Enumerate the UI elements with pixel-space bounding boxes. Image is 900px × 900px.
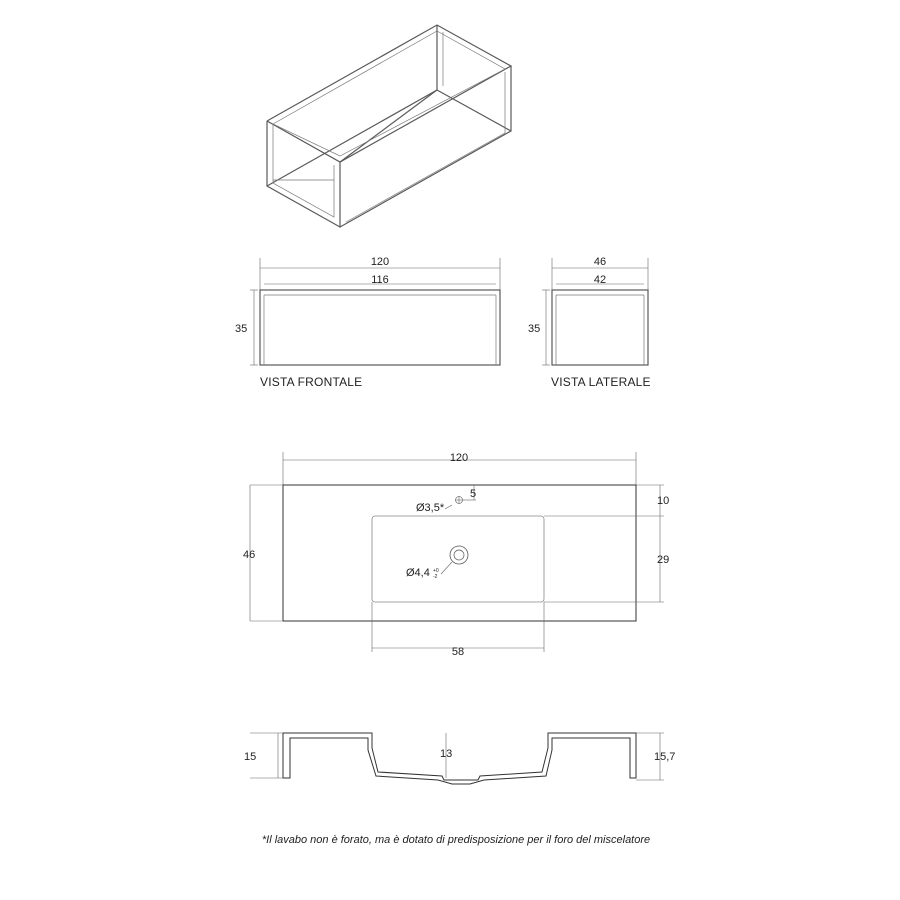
top-width-label: 120: [449, 452, 469, 464]
front-width-label: 120: [370, 256, 390, 268]
section-basin-height-label: 13: [440, 748, 453, 760]
top-depth-label: 46: [243, 549, 256, 561]
side-view-caption: VISTA LATERALE: [551, 375, 651, 389]
front-height-label: 35: [235, 323, 248, 335]
side-view: [528, 256, 651, 389]
side-depth-label: 46: [593, 256, 607, 268]
top-view: [243, 452, 669, 658]
footnote: *Il lavabo non è forato, ma è dotato di predisposizione per il foro del miscelatore: [261, 834, 651, 846]
basin-width-label: 58: [451, 646, 465, 658]
tap-hole-offset-label: 5: [470, 488, 477, 500]
front-view-caption: VISTA FRONTALE: [260, 375, 363, 389]
section-view: [244, 733, 675, 784]
section-overall-height-label: 15,7: [654, 751, 676, 763]
front-inner-width-label: 116: [371, 274, 389, 286]
drain-tolerance-plus: +0: [433, 568, 439, 574]
section-top-thickness-label: 15: [244, 751, 257, 763]
drain-diameter-label: Ø4,4: [406, 567, 430, 579]
side-inner-depth-label: 42: [593, 274, 607, 286]
front-view: [235, 256, 500, 389]
basin-offset-label: 10: [657, 495, 670, 507]
basin-depth-label: 29: [657, 554, 670, 566]
drain-tolerance-minus: -2: [433, 574, 438, 580]
isometric-frame-view: [267, 25, 511, 227]
tap-hole-diameter-label: Ø3,5*: [416, 502, 445, 514]
side-height-label: 35: [528, 323, 541, 335]
